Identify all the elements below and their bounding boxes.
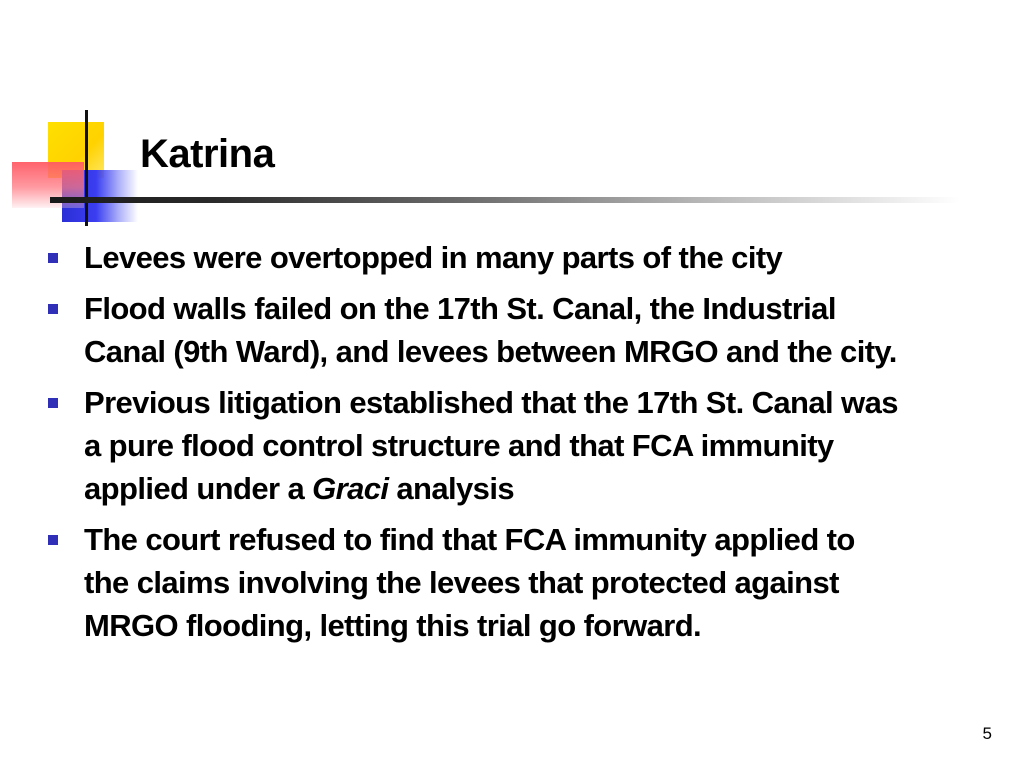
bullet-text-line: the claims involving the levees that protected against: [84, 565, 839, 600]
bullet-text-line: The court refused to find that FCA immunity applied to: [84, 522, 855, 557]
logo-yellow-square: [48, 122, 104, 178]
square-bullet-icon: [48, 253, 58, 263]
bullet-item-flood-walls-failed: [44, 287, 994, 373]
bullet-text-line: Previous litigation established that the 17th St. Canal was: [84, 385, 898, 420]
logo-blue-square: [62, 170, 138, 222]
bullet-text-line: Levees were overtopped in many parts of the city: [84, 240, 783, 275]
slide-title: Katrina: [140, 132, 275, 176]
bullet-text-line: MRGO flooding, letting this trial go forward.: [84, 608, 702, 643]
bullet-text-line: Flood walls failed on the 17th St. Canal, the Industrial: [84, 291, 836, 326]
bullet-text-line: Canal (9th Ward), and levees between MRGO and the city.: [84, 334, 897, 369]
bullet-item-court-refused: [44, 518, 994, 647]
slide-logo-decoration: [0, 0, 1024, 240]
bullet-text-prefix: applied under a: [84, 471, 313, 506]
page-number: 5: [982, 724, 992, 743]
bullet-item-previous-litigation: [44, 381, 994, 510]
title-underline-rule: [50, 197, 960, 203]
logo-red-square: [12, 162, 84, 208]
bullet-list: [44, 236, 994, 655]
square-bullet-icon: [48, 398, 58, 408]
square-bullet-icon: [48, 304, 58, 314]
bullet-item-levees-overtopped: [44, 236, 994, 279]
case-name-italic: Graci: [312, 471, 389, 506]
bullet-text-suffix: analysis: [388, 471, 514, 506]
bullet-text-line: a pure flood control structure and that FCA immunity: [84, 428, 834, 463]
square-bullet-icon: [48, 535, 58, 545]
logo-vertical-line: [85, 110, 88, 226]
bullet-text-line-with-italic: [84, 467, 994, 510]
